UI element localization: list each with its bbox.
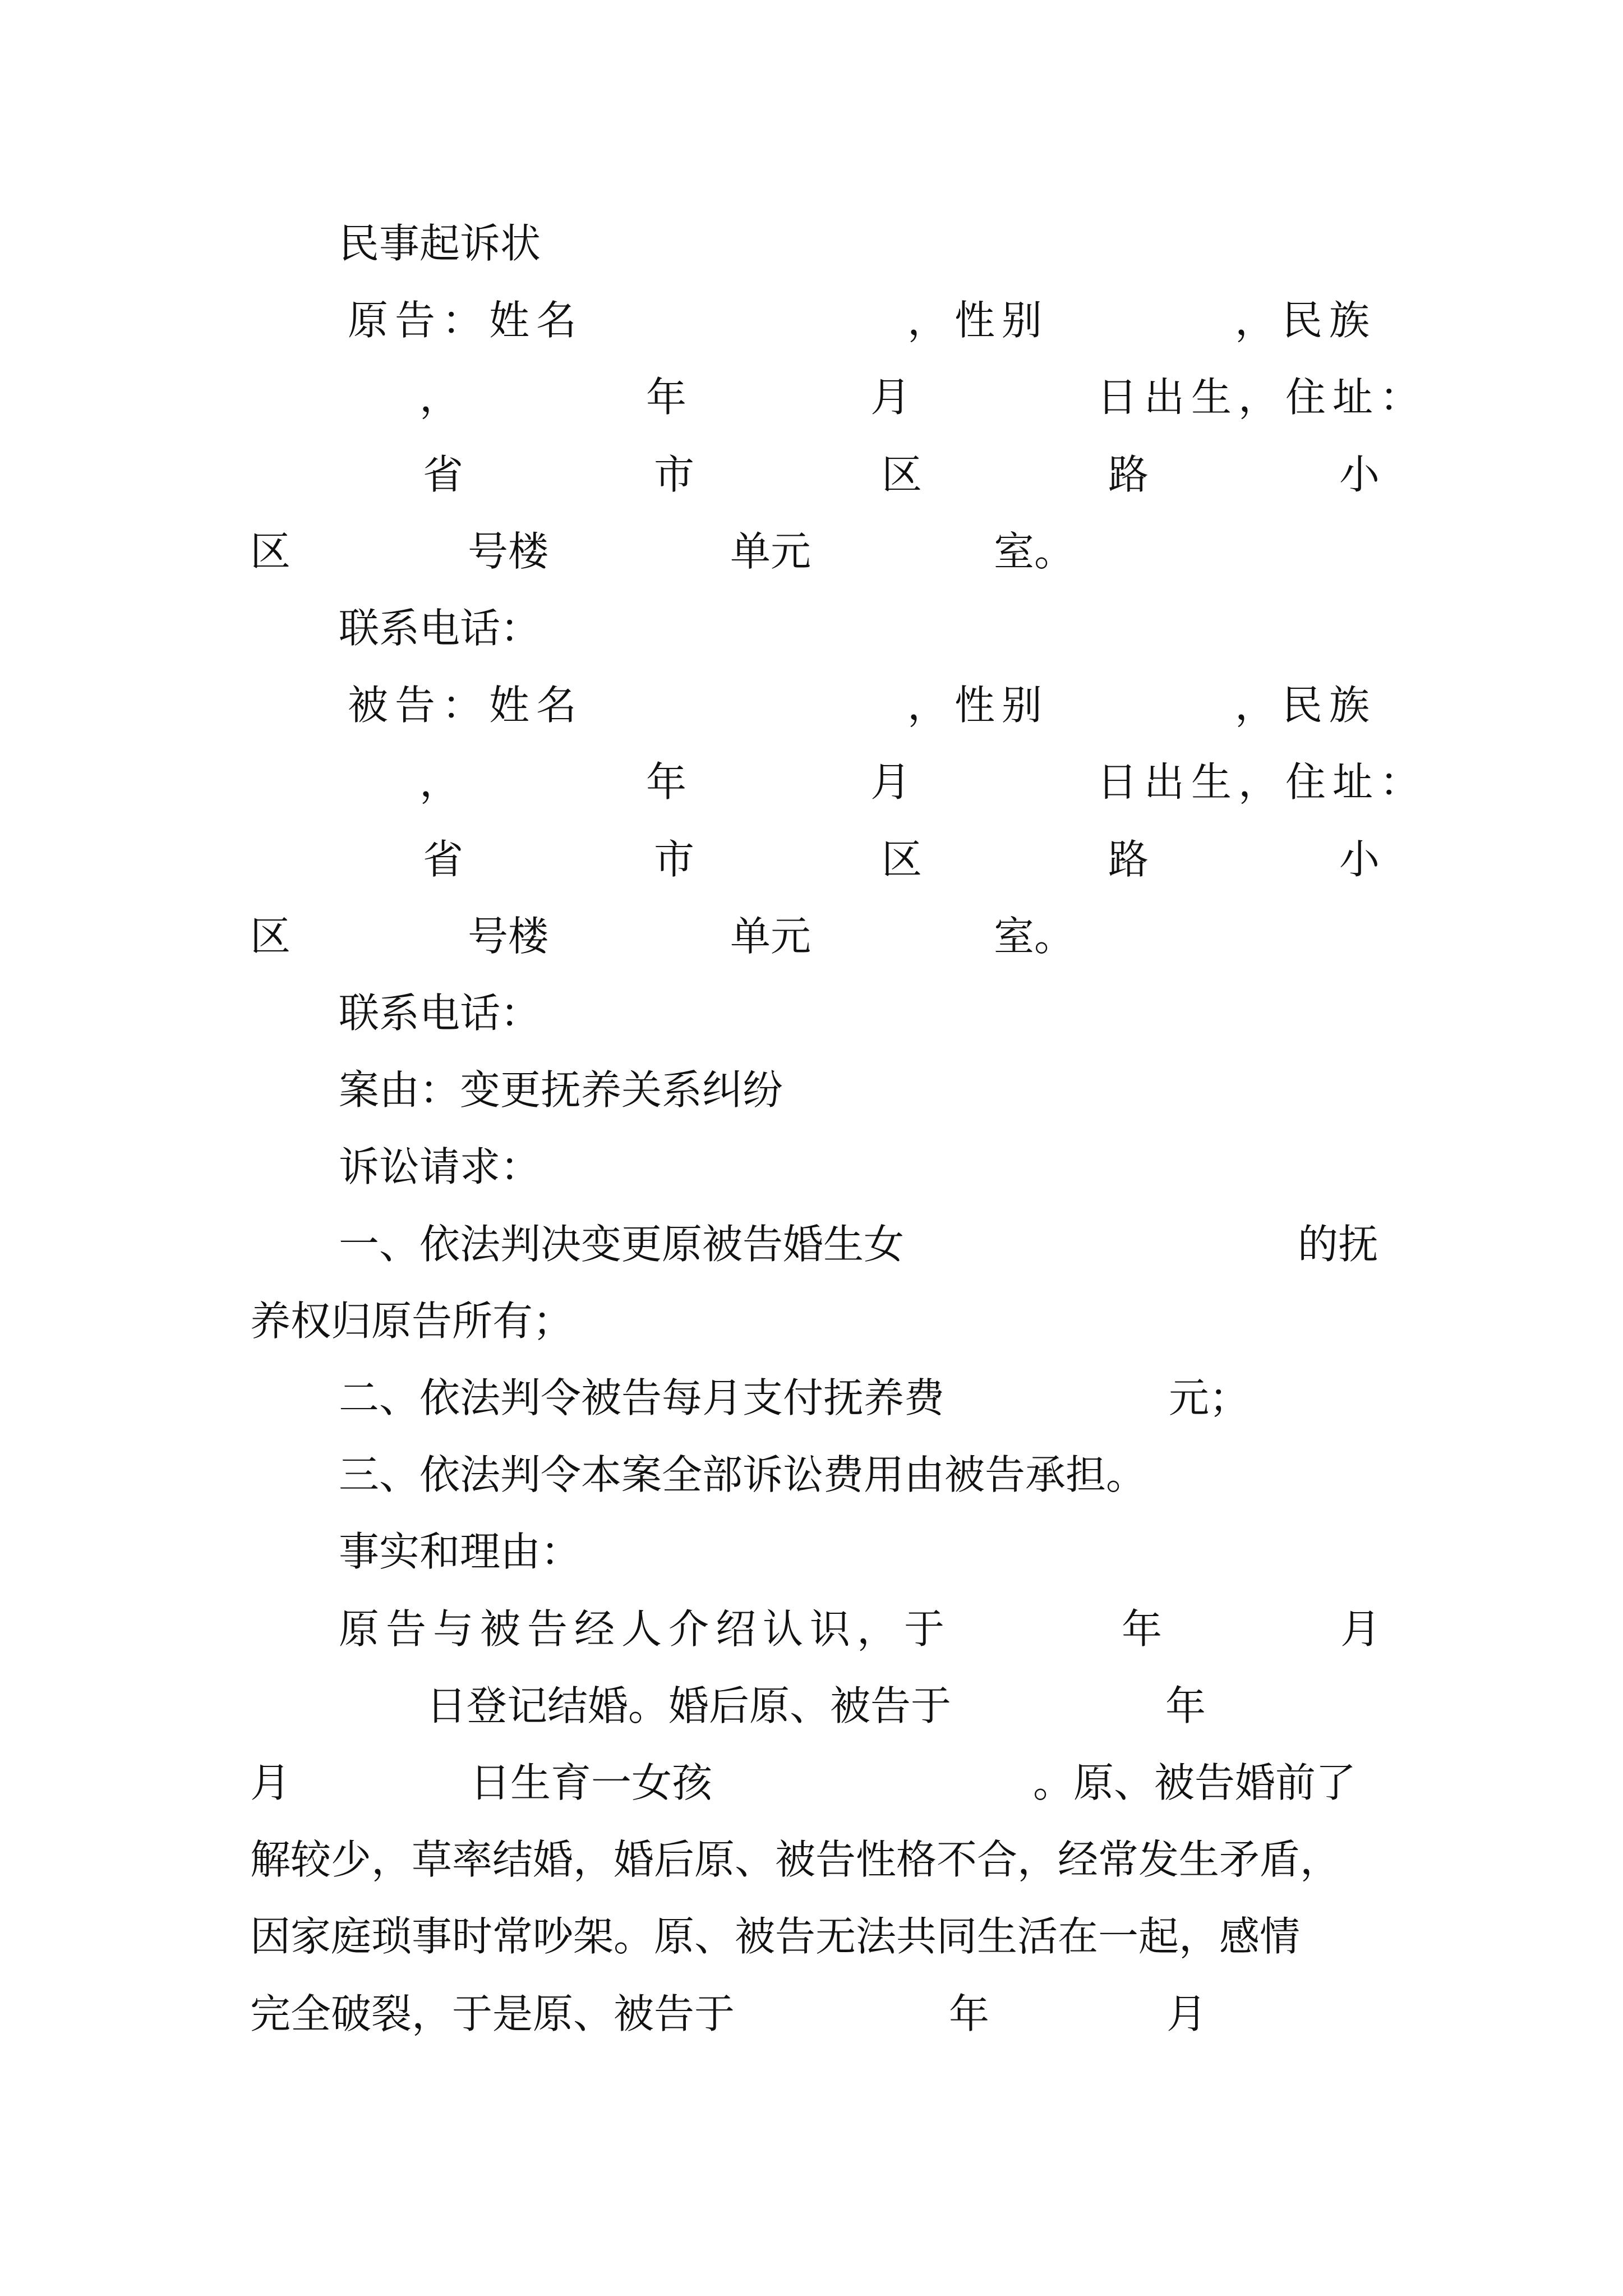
facts-line-6-a: 完全破裂，于是原、被告于 bbox=[250, 1990, 735, 2037]
defendant-district: 区 bbox=[882, 836, 923, 883]
plaintiff-building: 号楼 bbox=[468, 528, 549, 575]
plaintiff-room: 室。 bbox=[994, 528, 1075, 575]
plaintiff-month: 月 bbox=[870, 374, 911, 421]
plaintiff-city: 市 bbox=[654, 451, 695, 498]
plaintiff-gender-label: ，性别 bbox=[907, 297, 1049, 344]
defendant-year: 年 bbox=[646, 758, 687, 806]
plaintiff-comma: ， bbox=[419, 374, 460, 421]
defendant-day-address: 日出生，住址： bbox=[1097, 758, 1427, 806]
claim-1-part-c: 养权归原告所有； bbox=[250, 1297, 574, 1345]
facts-line-2-b: 年 bbox=[1165, 1682, 1206, 1729]
facts-line-4-text: 解较少，草率结婚，婚后原、被告性格不合，经常发生矛盾， bbox=[250, 1836, 1341, 1883]
claim-2-part-a: 二、依法判令被告每月支付抚养费 bbox=[339, 1374, 945, 1421]
plaintiff-qu: 区 bbox=[250, 528, 291, 575]
claim-1-part-a: 一、依法判决变更原被告婚生女 bbox=[339, 1221, 905, 1268]
facts-line-2-a: 日登记结婚。婚后原、被告于 bbox=[426, 1682, 952, 1729]
case-cause: 案由：变更抚养关系纠纷 bbox=[339, 1066, 783, 1114]
facts-line-6-b: 年 bbox=[949, 1990, 990, 2037]
title-text: 民事起诉状 bbox=[339, 220, 541, 267]
claims-heading: 诉讼请求： bbox=[339, 1143, 541, 1190]
claim-2-part-b: 元； bbox=[1169, 1374, 1250, 1421]
defendant-comma: ， bbox=[419, 758, 460, 806]
defendant-unit: 单元 bbox=[730, 913, 811, 960]
plaintiff-unit: 单元 bbox=[730, 528, 811, 575]
defendant-ethnicity-label: ，民族 bbox=[1235, 682, 1377, 729]
facts-line-5-text: 因家庭琐事时常吵架。原、被告无法共同生活在一起，感情 bbox=[250, 1913, 1301, 1960]
plaintiff-road: 路 bbox=[1108, 451, 1149, 498]
facts-line-3-a: 月 bbox=[250, 1759, 291, 1806]
claim-1-part-b: 的抚 bbox=[1298, 1221, 1379, 1268]
plaintiff-phone-label: 联系电话： bbox=[339, 605, 541, 652]
plaintiff-ethnicity-label: ，民族 bbox=[1235, 297, 1377, 344]
defendant-xiao: 小 bbox=[1339, 836, 1380, 883]
facts-line-3-b: 日生育一女孩 bbox=[470, 1759, 713, 1806]
plaintiff-label: 原告：姓名 bbox=[348, 297, 584, 344]
defendant-label: 被告：姓名 bbox=[348, 682, 584, 729]
plaintiff-xiao: 小 bbox=[1339, 451, 1380, 498]
defendant-room: 室。 bbox=[994, 913, 1075, 960]
defendant-qu: 区 bbox=[250, 913, 291, 960]
plaintiff-district: 区 bbox=[882, 451, 923, 498]
plaintiff-year: 年 bbox=[646, 374, 687, 421]
claim-3: 三、依法判令本案全部诉讼费用由被告承担。 bbox=[339, 1451, 1147, 1498]
plaintiff-day-address: 日出生，住址： bbox=[1097, 374, 1427, 421]
defendant-province: 省 bbox=[423, 836, 464, 883]
defendant-gender-label: ，性别 bbox=[907, 682, 1049, 729]
defendant-road: 路 bbox=[1108, 836, 1149, 883]
defendant-phone-label: 联系电话： bbox=[339, 990, 541, 1037]
facts-heading: 事实和理由： bbox=[339, 1528, 582, 1575]
facts-line-1-b: 年 bbox=[1122, 1605, 1163, 1653]
facts-line-1-c: 月 bbox=[1340, 1605, 1381, 1653]
facts-line-1-a: 原告与被告经人介绍认识，于 bbox=[339, 1605, 952, 1653]
defendant-city: 市 bbox=[654, 836, 695, 883]
defendant-building: 号楼 bbox=[468, 913, 549, 960]
facts-line-3-c: 。原、被告婚前了 bbox=[1033, 1759, 1357, 1806]
defendant-month: 月 bbox=[870, 758, 911, 806]
plaintiff-province: 省 bbox=[423, 451, 464, 498]
facts-line-6-c: 月 bbox=[1166, 1990, 1207, 2037]
